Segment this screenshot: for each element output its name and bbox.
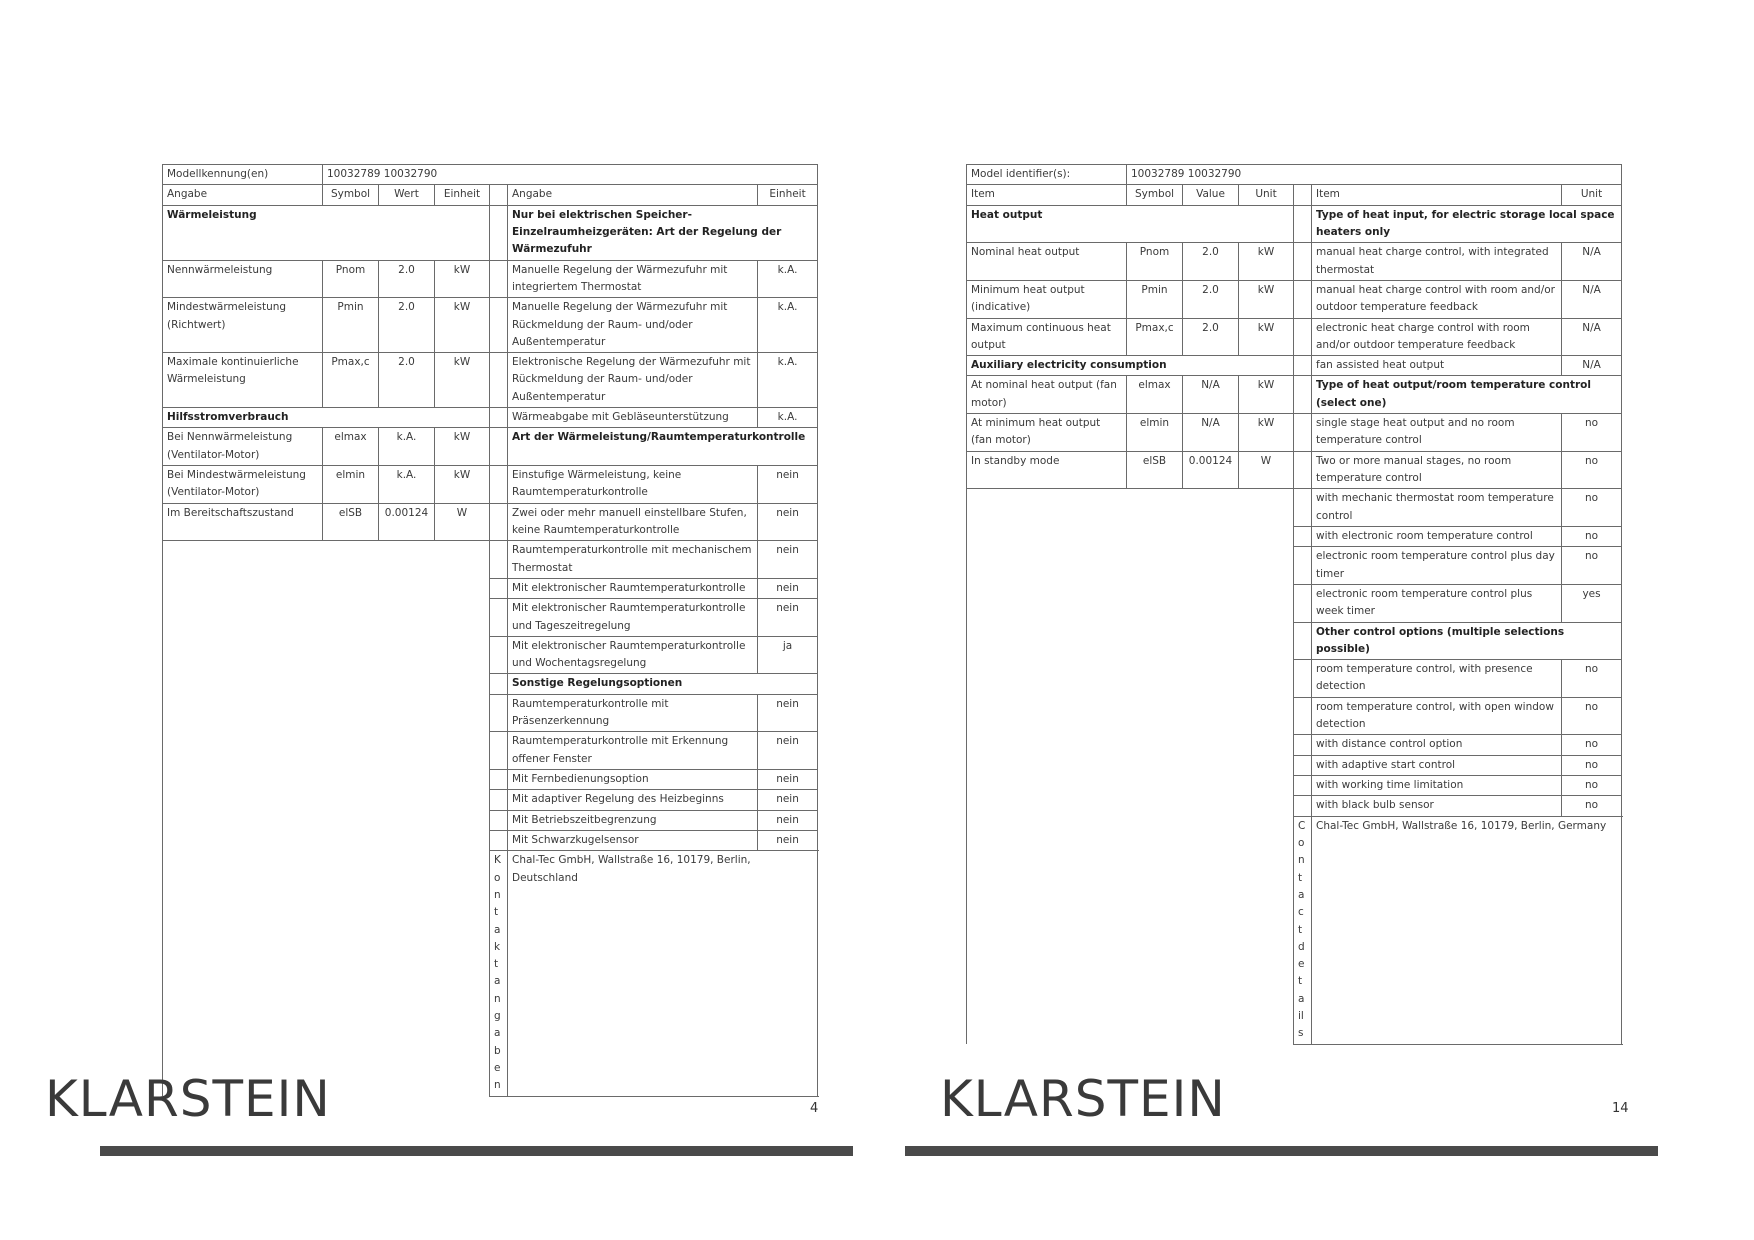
row-right-value: k.A.: [758, 298, 818, 353]
row-right-label: Mit elektronischer Raumtemperaturkontrolle und Tageszeitregelung: [508, 599, 758, 637]
row-unit: W: [1239, 451, 1294, 489]
section-row: [967, 356, 1622, 376]
row-right-label: electronic room temperature control plus day timer: [1312, 547, 1562, 585]
row-right-value: no: [1562, 697, 1622, 735]
spacer-cell: [490, 408, 508, 428]
row-right-label: room temperature control, with presence detection: [1312, 660, 1562, 698]
table-row: [163, 541, 818, 579]
row-right-value: no: [1562, 735, 1622, 755]
row-right-label: room temperature control, with open window detection: [1312, 697, 1562, 735]
spacer-cell: [490, 298, 508, 353]
header-unit-2: Einheit: [758, 185, 818, 205]
row-value: N/A: [1183, 414, 1239, 452]
spacer-cell: [490, 578, 508, 598]
spacer-cell: [490, 428, 508, 466]
table-row: [163, 503, 818, 541]
row-symbol: Pmin: [323, 298, 379, 353]
header-unit: Einheit: [435, 185, 490, 205]
row-item: Nennwärmeleistung: [163, 260, 323, 298]
spacer-cell: [1294, 280, 1312, 318]
row-value: 2.0: [1183, 318, 1239, 356]
section-row: [163, 408, 818, 428]
blank-area: [967, 489, 1294, 1044]
row-symbol: elmax: [323, 428, 379, 466]
header-item-2: Angabe: [508, 185, 758, 205]
row-right-value: nein: [758, 790, 818, 810]
header-symbol: Symbol: [323, 185, 379, 205]
model-value: 10032789 10032790: [323, 165, 818, 185]
spacer-cell: [490, 636, 508, 674]
row-symbol: Pmin: [1127, 280, 1183, 318]
row-right-label: Manuelle Regelung der Wärmezufuhr mit integriertem Thermostat: [508, 260, 758, 298]
row-unit: kW: [1239, 280, 1294, 318]
row-value: k.A.: [379, 466, 435, 504]
spacer-cell: [1294, 526, 1312, 546]
row-right-label: Raumtemperaturkontrolle mit Präsenzerkennung: [508, 694, 758, 732]
header-unit-2: Unit: [1562, 185, 1622, 205]
row-right-label: with electronic room temperature control: [1312, 526, 1562, 546]
row-unit: kW: [1239, 376, 1294, 414]
row-right-value: no: [1562, 489, 1622, 527]
header-row: [967, 185, 1622, 205]
row-item: At minimum heat output (fan motor): [967, 414, 1127, 452]
table-row: [967, 243, 1622, 281]
row-right-value: no: [1562, 755, 1622, 775]
row-right-label: Manuelle Regelung der Wärmezufuhr mit Rückmeldung der Raum- und/oder Außentemperatur: [508, 298, 758, 353]
storage-heading: Type of heat input, for electric storage local space heaters only: [1312, 205, 1622, 243]
row-right-value: k.A.: [758, 260, 818, 298]
header-symbol: Symbol: [1127, 185, 1183, 205]
row-symbol: Pnom: [323, 260, 379, 298]
row-item: Bei Nennwärmeleistung (Ventilator-Motor): [163, 428, 323, 466]
row-symbol: Pmax,c: [323, 353, 379, 408]
page-number: 14: [1612, 1101, 1629, 1116]
row-value: 2.0: [379, 353, 435, 408]
model-value: 10032789 10032790: [1127, 165, 1622, 185]
contact-value: Chal-Tec GmbH, Wallstraße 16, 10179, Berlin, Deutschland: [508, 851, 818, 1096]
row-right-value: N/A: [1562, 280, 1622, 318]
row-item: Maximale kontinuierliche Wärmeleistung: [163, 353, 323, 408]
row-right-label: with distance control option: [1312, 735, 1562, 755]
row-right-value: no: [1562, 796, 1622, 816]
row-right-label: Mit adaptiver Regelung des Heizbeginns: [508, 790, 758, 810]
row-value: 0.00124: [379, 503, 435, 541]
header-row: [163, 185, 818, 205]
fan-label: Wärmeabgabe mit Gebläseunterstützung: [508, 408, 758, 428]
room-control-heading: Art der Wärmeleistung/Raumtemperaturkontrolle: [508, 428, 818, 466]
row-right-label: with black bulb sensor: [1312, 796, 1562, 816]
blank-area: [163, 541, 490, 1096]
spacer-cell: [490, 205, 508, 260]
row-item: In standby mode: [967, 451, 1127, 489]
heat-output-heading: Heat output: [967, 205, 1294, 243]
row-right-label: Einstufige Wärmeleistung, keine Raumtemperaturkontrolle: [508, 466, 758, 504]
row-right-label: Mit Fernbedienungsoption: [508, 770, 758, 790]
row-unit: kW: [1239, 318, 1294, 356]
spacer-cell: [490, 260, 508, 298]
row-right-value: nein: [758, 694, 818, 732]
row-right-label: manual heat charge control with room and/or outdoor temperature feedback: [1312, 280, 1562, 318]
row-right-label: Two or more manual stages, no room temperature control: [1312, 451, 1562, 489]
table-row: [967, 489, 1622, 527]
row-right-value: nein: [758, 503, 818, 541]
spacer-cell: [490, 353, 508, 408]
row-item: Maximum continuous heat output: [967, 318, 1127, 356]
spacer-cell: [490, 185, 508, 205]
table-row: [967, 280, 1622, 318]
model-row: [163, 165, 818, 185]
row-right-value: no: [1562, 526, 1622, 546]
spacer-cell: [1294, 185, 1312, 205]
row-right-value: nein: [758, 770, 818, 790]
row-unit: kW: [1239, 414, 1294, 452]
row-right-value: nein: [758, 466, 818, 504]
heat-output-heading: Wärmeleistung: [163, 205, 490, 260]
row-right-value: yes: [1562, 584, 1622, 622]
spec-table: [162, 164, 818, 1097]
row-right-value: no: [1562, 451, 1622, 489]
row-right-label: Mit Schwarzkugelsensor: [508, 830, 758, 850]
spacer-cell: [1294, 584, 1312, 622]
row-value: k.A.: [379, 428, 435, 466]
table-row: [163, 466, 818, 504]
spacer-cell: [1294, 697, 1312, 735]
spacer-cell: [490, 503, 508, 541]
spacer-cell: [1294, 356, 1312, 376]
row-right-label: Mit Betriebszeitbegrenzung: [508, 810, 758, 830]
aux-heading: Auxiliary electricity consumption: [967, 356, 1294, 376]
row-right-label: Mit elektronischer Raumtemperaturkontrolle: [508, 578, 758, 598]
other-options-heading: Sonstige Regelungsoptionen: [508, 674, 818, 694]
row-right-label: with adaptive start control: [1312, 755, 1562, 775]
row-right-value: no: [1562, 547, 1622, 585]
row-right-label: with working time limitation: [1312, 776, 1562, 796]
row-right-value: nein: [758, 599, 818, 637]
row-right-label: Zwei oder mehr manuell einstellbare Stufen, keine Raumtemperaturkontrolle: [508, 503, 758, 541]
row-symbol: Pmax,c: [1127, 318, 1183, 356]
footer-bar: [905, 1146, 1658, 1156]
header-value: Wert: [379, 185, 435, 205]
table-row: [967, 318, 1622, 356]
spacer-cell: [490, 541, 508, 579]
row-value: 0.00124: [1183, 451, 1239, 489]
row-right-label: single stage heat output and no room temperature control: [1312, 414, 1562, 452]
row-value: 2.0: [379, 298, 435, 353]
row-right-label: electronic room temperature control plus week timer: [1312, 584, 1562, 622]
table-row: [163, 353, 818, 408]
spacer-cell: [490, 810, 508, 830]
row-right-label: Elektronische Regelung der Wärmezufuhr mit Rückmeldung der Raum- und/oder Außentemperatur: [508, 353, 758, 408]
table-row: [967, 376, 1622, 414]
row-right-value: N/A: [1562, 243, 1622, 281]
row-value: 2.0: [1183, 280, 1239, 318]
contact-value: Chal-Tec GmbH, Wallstraße 16, 10179, Berlin, Germany: [1312, 816, 1622, 1044]
header-item: Angabe: [163, 185, 323, 205]
spacer-cell: [1294, 451, 1312, 489]
section-row: [163, 205, 818, 260]
row-item: Bei Mindestwärmeleistung (Ventilator-Motor): [163, 466, 323, 504]
row-item: Mindestwärmeleistung (Richtwert): [163, 298, 323, 353]
spacer-cell: [1294, 489, 1312, 527]
spacer-cell: [490, 674, 508, 694]
spacer-cell: [1294, 735, 1312, 755]
page-number: 4: [810, 1101, 819, 1116]
row-unit: kW: [1239, 243, 1294, 281]
row-unit: kW: [435, 466, 490, 504]
other-options-heading: Other control options (multiple selections possible): [1312, 622, 1622, 660]
row-right-value: ja: [758, 636, 818, 674]
table-row: [163, 298, 818, 353]
row-right-value: N/A: [1562, 318, 1622, 356]
row-symbol: elmin: [1127, 414, 1183, 452]
spacer-cell: [1294, 660, 1312, 698]
spacer-cell: [1294, 755, 1312, 775]
model-label: Modellkennung(en): [163, 165, 323, 185]
row-right-value: k.A.: [758, 353, 818, 408]
row-value: N/A: [1183, 376, 1239, 414]
spacer-cell: [1294, 776, 1312, 796]
spacer-cell: [490, 694, 508, 732]
room-control-heading: Type of heat output/room temperature control (select one): [1312, 376, 1622, 414]
row-unit: W: [435, 503, 490, 541]
row-item: Im Bereitschaftszustand: [163, 503, 323, 541]
spacer-cell: [1294, 796, 1312, 816]
row-symbol: elSB: [1127, 451, 1183, 489]
row-unit: kW: [435, 428, 490, 466]
spacer-cell: [490, 599, 508, 637]
row-symbol: Pnom: [1127, 243, 1183, 281]
page-right: [877, 0, 1754, 1240]
table-row: [163, 428, 818, 466]
aux-heading: Hilfsstromverbrauch: [163, 408, 490, 428]
contact-label: Contact details: [1294, 816, 1312, 1044]
spacer-cell: [1294, 547, 1312, 585]
brand-logo: KLARSTEIN: [940, 1070, 1226, 1128]
row-right-label: with mechanic thermostat room temperature control: [1312, 489, 1562, 527]
table-row: [967, 414, 1622, 452]
model-row: [967, 165, 1622, 185]
row-item: Minimum heat output (indicative): [967, 280, 1127, 318]
row-right-value: nein: [758, 810, 818, 830]
section-row: [967, 205, 1622, 243]
row-right-value: no: [1562, 660, 1622, 698]
row-right-label: Raumtemperaturkontrolle mit Erkennung offener Fenster: [508, 732, 758, 770]
model-label: Model identifier(s):: [967, 165, 1127, 185]
spacer-cell: [490, 732, 508, 770]
spacer-cell: [490, 466, 508, 504]
table-row: [163, 260, 818, 298]
spacer-cell: [1294, 414, 1312, 452]
spacer-cell: [1294, 205, 1312, 243]
row-item: At nominal heat output (fan motor): [967, 376, 1127, 414]
row-symbol: elSB: [323, 503, 379, 541]
spacer-cell: [1294, 622, 1312, 660]
row-right-label: Raumtemperaturkontrolle mit mechanischem Thermostat: [508, 541, 758, 579]
row-right-label: manual heat charge control, with integrated thermostat: [1312, 243, 1562, 281]
fan-label: fan assisted heat output: [1312, 356, 1562, 376]
spec-table: [966, 164, 1622, 1045]
table-row: [967, 451, 1622, 489]
spacer-cell: [1294, 318, 1312, 356]
row-right-value: nein: [758, 541, 818, 579]
fan-value: N/A: [1562, 356, 1622, 376]
row-unit: kW: [435, 298, 490, 353]
header-unit: Unit: [1239, 185, 1294, 205]
row-right-value: no: [1562, 414, 1622, 452]
spacer-cell: [490, 770, 508, 790]
row-symbol: elmin: [323, 466, 379, 504]
contact-label: Kontaktangaben: [490, 851, 508, 1096]
row-value: 2.0: [1183, 243, 1239, 281]
row-symbol: elmax: [1127, 376, 1183, 414]
row-unit: kW: [435, 260, 490, 298]
row-right-value: no: [1562, 776, 1622, 796]
spacer-cell: [490, 790, 508, 810]
row-value: 2.0: [379, 260, 435, 298]
header-item: Item: [967, 185, 1127, 205]
fan-value: k.A.: [758, 408, 818, 428]
header-item-2: Item: [1312, 185, 1562, 205]
row-right-value: nein: [758, 578, 818, 598]
spacer-cell: [1294, 376, 1312, 414]
row-right-value: nein: [758, 732, 818, 770]
row-right-label: Mit elektronischer Raumtemperaturkontrolle und Wochentagsregelung: [508, 636, 758, 674]
footer-bar: [100, 1146, 853, 1156]
row-right-value: nein: [758, 830, 818, 850]
storage-heading: Nur bei elektrischen Speicher-Einzelraumheizgeräten: Art der Regelung der Wärmezufuhr: [508, 205, 818, 260]
spacer-cell: [1294, 243, 1312, 281]
brand-logo: KLARSTEIN: [45, 1070, 331, 1128]
row-unit: kW: [435, 353, 490, 408]
header-value: Value: [1183, 185, 1239, 205]
spacer-cell: [490, 830, 508, 850]
row-item: Nominal heat output: [967, 243, 1127, 281]
row-right-label: electronic heat charge control with room and/or outdoor temperature feedback: [1312, 318, 1562, 356]
